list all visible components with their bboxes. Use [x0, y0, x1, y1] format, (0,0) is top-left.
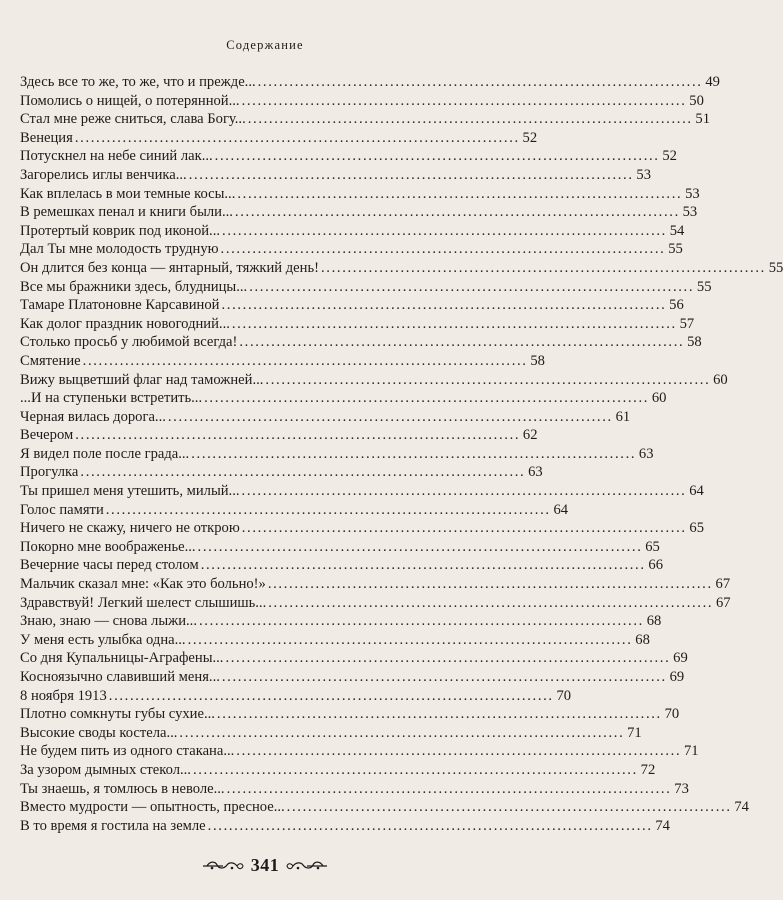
toc-entry: [20, 612, 662, 631]
toc-entry-title: Загорелись иглы венчика...: [20, 166, 187, 183]
toc-entry-page: 67: [715, 576, 731, 593]
toc-entry: [20, 649, 688, 668]
dot-leader: [83, 352, 525, 371]
toc-entry-page: 71: [684, 743, 699, 760]
toc-entry: [20, 575, 731, 594]
dot-leader: [75, 426, 517, 445]
toc-entry-page: 52: [522, 129, 538, 146]
dot-leader: [198, 538, 640, 557]
dot-leader: [204, 389, 646, 408]
ornament-right-icon: [285, 859, 329, 873]
toc-entry-title: Как вплелась в мои темные косы...: [20, 185, 236, 202]
toc-entry-page: 58: [687, 334, 702, 351]
toc-entry-page: 63: [638, 445, 654, 462]
toc-entry-title: У меня есть улыбка одна...: [20, 631, 186, 648]
toc-entry: [20, 761, 656, 780]
toc-entry-title: Потускнел на небе синий лак...: [20, 148, 213, 165]
dot-leader: [179, 724, 621, 743]
toc-entry-title: Вечерние часы перед столом: [20, 557, 199, 574]
dot-leader: [208, 817, 650, 836]
toc-entry-title: В ремешках пенал и книги были...: [20, 204, 233, 221]
dot-leader: [201, 556, 643, 575]
dot-leader: [168, 408, 610, 427]
toc-entry-title: Ты пришел меня утешить, милый...: [20, 483, 240, 500]
toc-entry-page: 67: [715, 594, 731, 611]
toc-entry-page: 69: [669, 669, 685, 685]
toc-entry-title: В то время я гостила на земле: [20, 817, 206, 834]
toc-entry: [20, 352, 545, 371]
dot-leader: [225, 649, 667, 668]
toc-entry-title: Ты знаешь, я томлюсь в неволе...: [20, 780, 225, 797]
toc-entry-page: 64: [553, 501, 569, 518]
toc-entry-title: Помолись о нищей, о потерянной...: [20, 92, 240, 109]
dot-leader: [242, 519, 684, 538]
dot-leader: [221, 296, 663, 315]
toc-entry-page: 52: [662, 148, 677, 165]
toc-entry-title: Дал Ты мне молодость трудную: [20, 241, 219, 258]
toc-entry: [20, 278, 712, 297]
toc-entry-title: Мальчик сказал мне: «Как это больно!»: [20, 576, 266, 593]
toc-entry: [20, 73, 720, 92]
toc-entry-title: Вместо мудрости — опытность, пресное...: [20, 799, 285, 816]
toc-entry-page: 49: [705, 74, 720, 90]
toc-entry-page: 53: [685, 185, 700, 202]
toc-entry: [20, 333, 702, 352]
toc-entry-page: 74: [734, 799, 749, 816]
toc-entry: [20, 296, 684, 315]
toc-entry-page: 74: [655, 817, 670, 834]
toc-entry: [20, 817, 670, 836]
toc-entry: [20, 371, 728, 390]
toc-entry-title: Черная вилась дорога...: [20, 408, 166, 425]
dot-leader: [249, 278, 691, 297]
toc-entry-title: Как долог праздник новогодний...: [20, 315, 230, 332]
toc-entry: [20, 185, 700, 204]
page-number: 341: [250, 855, 280, 875]
toc-entry: [20, 463, 543, 482]
toc-entry-page: 64: [689, 483, 704, 500]
toc-entry: [20, 687, 572, 706]
toc-entry: [20, 222, 685, 241]
toc-entry: [20, 780, 689, 799]
toc-entry: [20, 482, 704, 501]
dot-leader: [75, 129, 517, 148]
running-header: Содержание: [226, 38, 304, 52]
toc-entry-page: 70: [664, 706, 680, 723]
toc-entry-page: 55: [768, 259, 783, 276]
toc-entry: [20, 240, 683, 259]
dot-leader: [106, 501, 548, 520]
dot-leader: [248, 110, 690, 129]
toc-entry-title: Со дня Купальницы-Аграфены...: [20, 650, 224, 667]
dot-leader: [236, 742, 678, 761]
toc-entry-title: Высокие своды костела...: [20, 724, 178, 741]
toc-entry-page: 54: [669, 222, 685, 239]
dot-leader: [321, 259, 763, 278]
toc-entry-title: Стал мне реже сниться, слава Богу...: [20, 111, 246, 128]
toc-entry-page: 70: [556, 687, 572, 704]
toc-entry: [20, 259, 783, 278]
toc-entry: [20, 594, 731, 613]
toc-entry-title: Я видел поле после града...: [20, 445, 190, 462]
toc-entry: [20, 538, 660, 557]
toc-entry-page: 68: [635, 631, 650, 648]
ornament-left-icon: [201, 859, 245, 873]
dot-leader: [268, 594, 710, 613]
toc-entry-title: Покорно мне воображенье...: [20, 538, 196, 555]
toc-entry: [20, 631, 650, 650]
toc-entry-title: Вечером: [20, 427, 74, 444]
toc-entry: [20, 501, 569, 520]
dot-leader: [188, 631, 630, 650]
toc-entry: [20, 705, 680, 724]
dot-leader: [80, 463, 522, 482]
dot-leader: [265, 371, 707, 390]
toc-entry-title: Все мы бражники здесь, блудницы...: [20, 278, 248, 295]
dot-leader: [189, 166, 631, 185]
toc-entry-page: 60: [651, 390, 667, 407]
toc-entry-page: 73: [674, 780, 689, 797]
dot-leader: [221, 240, 663, 259]
dot-leader: [258, 73, 700, 92]
toc-entry: [20, 742, 699, 761]
toc-entry: [20, 389, 667, 408]
toc-entry-page: 63: [528, 464, 543, 481]
toc-entry-page: 55: [668, 241, 683, 258]
dot-leader: [215, 147, 657, 166]
toc-entry: [20, 166, 651, 185]
toc-entry: [20, 426, 538, 445]
toc-entry-page: 50: [689, 92, 704, 109]
toc-entry-title: Тамаре Платоновне Карсавиной: [20, 297, 220, 314]
table-of-contents: [20, 73, 783, 835]
toc-entry-page: 69: [673, 650, 688, 667]
toc-entry: [20, 556, 663, 575]
toc-entry-title: Он длится без конца — янтарный, тяжкий день!: [20, 259, 319, 276]
toc-entry-title: Столько просьб у любимой всегда!: [20, 334, 238, 351]
toc-entry-page: 56: [669, 297, 684, 314]
dot-leader: [239, 333, 681, 352]
toc-entry-title: За узором дымных стекол...: [20, 761, 191, 778]
toc-entry-title: Здравствуй! Легкий шелест слышишь...: [20, 594, 267, 611]
toc-entry: [20, 203, 698, 222]
toc-entry-title: Вижу выцветший флаг над таможней...: [20, 371, 264, 388]
dot-leader: [287, 798, 729, 817]
toc-entry-page: 61: [615, 408, 631, 425]
dot-leader: [199, 612, 641, 631]
toc-entry-page: 58: [530, 352, 545, 369]
toc-entry-title: Знаю, знаю — снова лыжи...: [20, 613, 197, 630]
dot-leader: [193, 761, 635, 780]
dot-leader: [222, 222, 664, 241]
toc-entry-title: Венеция: [20, 129, 73, 146]
toc-entry-page: 55: [696, 278, 712, 295]
dot-leader: [227, 780, 669, 799]
toc-entry-page: 53: [636, 166, 651, 183]
toc-entry-title: Здесь все то же, то же, что и прежде...: [20, 74, 256, 90]
toc-entry-title: Не будем пить из одного стакана...: [20, 743, 235, 760]
dot-leader: [242, 92, 684, 111]
toc-entry: [20, 92, 704, 111]
toc-entry-page: 51: [695, 111, 711, 128]
toc-entry-page: 72: [640, 761, 656, 778]
toc-entry-title: Голос памяти: [20, 501, 104, 518]
dot-leader: [109, 687, 551, 706]
toc-entry-page: 62: [522, 427, 538, 444]
toc-entry: [20, 445, 654, 464]
toc-entry-title: ...И на ступеньки встретить...: [20, 390, 203, 407]
toc-entry: [20, 110, 711, 129]
toc-entry-page: 65: [689, 520, 705, 537]
dot-leader: [191, 445, 633, 464]
toc-entry-page: 53: [682, 204, 698, 221]
dot-leader: [242, 482, 684, 501]
toc-entry: [20, 668, 685, 687]
toc-entry-page: 68: [646, 613, 662, 630]
toc-entry: [20, 798, 749, 817]
dot-leader: [232, 315, 674, 334]
toc-entry-page: 71: [627, 724, 642, 741]
toc-entry-title: Протертый коврик под иконой...: [20, 222, 221, 239]
toc-entry: [20, 519, 705, 538]
toc-entry-page: 57: [679, 315, 695, 332]
dot-leader: [217, 705, 659, 724]
toc-entry-title: Плотно сомкнуты губы сухие...: [20, 706, 215, 723]
toc-entry: [20, 408, 631, 427]
toc-entry: [20, 147, 677, 166]
toc-entry-title: Ничего не скажу, ничего не открою: [20, 520, 240, 537]
dot-leader: [222, 668, 664, 687]
toc-entry: [20, 129, 538, 148]
toc-entry: [20, 724, 642, 743]
page-footer: [0, 855, 530, 876]
toc-entry-page: 60: [713, 371, 728, 388]
toc-entry-page: 65: [645, 538, 660, 555]
toc-entry-title: Смятение: [20, 352, 81, 369]
toc-entry: [20, 315, 695, 334]
toc-entry-page: 66: [648, 557, 663, 574]
dot-leader: [235, 203, 677, 222]
toc-entry-title: 8 ноября 1913: [20, 687, 107, 704]
toc-entry-title: Прогулка: [20, 464, 79, 481]
dot-leader: [268, 575, 710, 594]
toc-entry-title: Косноязычно славивший меня...: [20, 669, 220, 685]
dot-leader: [237, 185, 679, 204]
